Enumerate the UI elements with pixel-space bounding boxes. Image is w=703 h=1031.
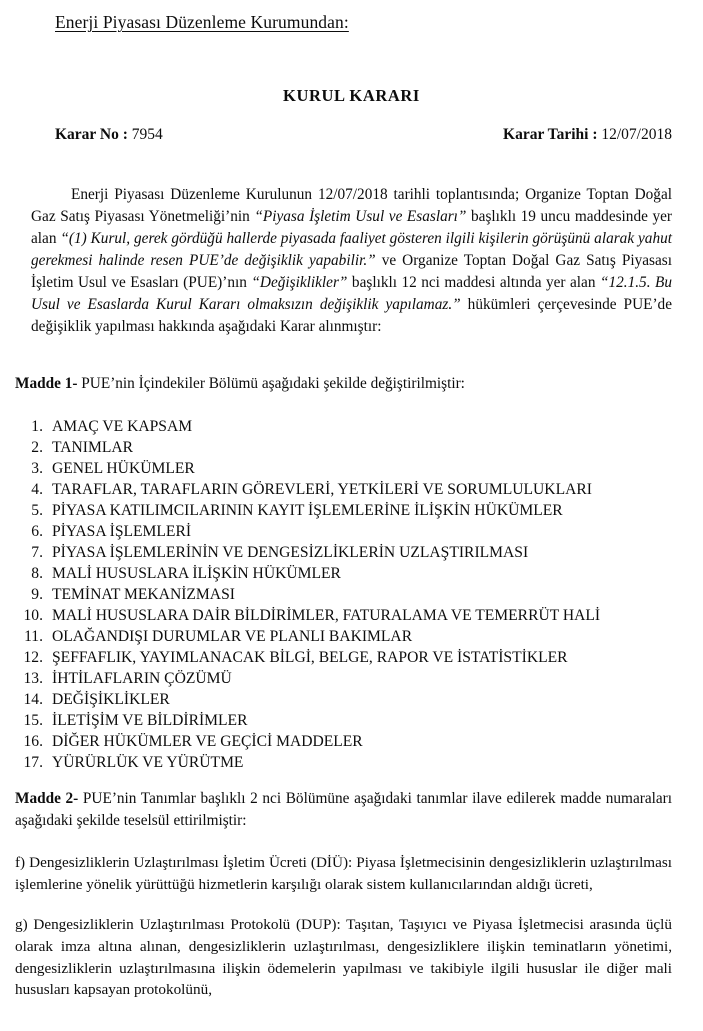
decision-date-label: Karar Tarihi : <box>503 126 598 143</box>
list-item-number: 2. <box>31 439 43 456</box>
definitions-block <box>15 852 672 1001</box>
list-item-label: TANIMLAR <box>52 439 134 456</box>
list-item-label: GENEL HÜKÜMLER <box>52 460 195 477</box>
preamble-quote-3: “Değişiklikler” <box>251 273 348 291</box>
decision-date-value: 12/07/2018 <box>601 126 672 143</box>
list-item <box>15 584 695 605</box>
list-item <box>15 710 695 731</box>
decision-number-label: Karar No : <box>55 126 128 143</box>
preamble-quote-2: “(1) Kurul, gerek gördüğü hallerde piyasada faaliyet gösteren ilgili kişilerin görüşünü alarak yahut gerekmesi halinde resen PUE’de değişiklik yapabilir.” <box>31 229 672 269</box>
list-item-number: 16. <box>23 733 43 750</box>
preamble-segment-1: Enerji Piyasası Düzenleme Kurulunun 12/07/2018 tarihli toplantısında; Organize Toptan Doğal Gaz Satış Piyasası Yönetmeliği’nin <box>31 186 672 225</box>
list-item <box>15 626 695 647</box>
list-item-label: OLAĞANDIŞI DURUMLAR VE PLANLI BAKIMLAR <box>52 628 413 645</box>
decision-number <box>55 126 163 144</box>
article-1-text: PUE’nin İçindekiler Bölümü aşağıdaki şekilde değiştirilmiştir: <box>77 375 465 392</box>
document-title: KURUL KARARI <box>283 86 420 105</box>
list-item-label: PİYASA KATILIMCILARININ KAYIT İŞLEMLERİNE İLİŞKİN HÜKÜMLER <box>52 502 563 519</box>
preamble-segment-2: başlıklı 19 uncu maddesinde yer alan <box>31 207 673 247</box>
list-item <box>15 752 695 773</box>
list-item-label: DİĞER HÜKÜMLER VE GEÇİCİ MADDELER <box>52 733 363 750</box>
article-1-heading <box>15 373 675 395</box>
decision-date <box>503 126 672 144</box>
list-item-label: PİYASA İŞLEMLERİ <box>52 523 192 540</box>
list-item-number: 5. <box>31 502 43 519</box>
list-item-number: 14. <box>23 691 43 708</box>
list-item <box>15 458 695 479</box>
list-item-number: 15. <box>23 712 43 729</box>
list-item <box>15 479 695 500</box>
preamble-quote-4: “12.1.5. Bu Usul ve Esaslarda Kurul Kararı olmaksızın değişiklik yapılamaz.” <box>31 273 673 313</box>
list-item-number: 7. <box>31 544 43 561</box>
list-item-label: İHTİLAFLARIN ÇÖZÜMÜ <box>52 670 232 687</box>
list-item-label: AMAÇ VE KAPSAM <box>52 418 193 435</box>
decision-number-value: 7954 <box>131 126 163 143</box>
list-item-label: TEMİNAT MEKANİZMASI <box>52 586 235 603</box>
list-item <box>15 437 695 458</box>
list-item-label: YÜRÜRLÜK VE YÜRÜTME <box>52 754 244 771</box>
list-item-label: TARAFLAR, TARAFLARIN GÖREVLERİ, YETKİLERİ VE SORUMLULUKLARI <box>52 481 592 498</box>
list-item-number: 8. <box>31 565 43 582</box>
list-item-number: 10. <box>23 607 43 624</box>
preamble-block <box>31 184 672 338</box>
list-item-label: İLETİŞİM VE BİLDİRİMLER <box>52 712 248 729</box>
issuing-authority-heading: Enerji Piyasası Düzenleme Kurumundan: <box>55 12 349 32</box>
decision-meta-row <box>0 126 703 148</box>
definition-paragraph-f: f) Dengesizliklerin Uzlaştırılması İşletim Ücreti (DİÜ): Piyasa İşletmecisinin dengesizliklerin uzlaştırılması işlemlerine yönelik yürüttüğü hizmetlerin karşılığı olarak sistem kullanıcılarından aldığı ücreti, <box>15 854 672 893</box>
list-item-number: 1. <box>31 418 43 435</box>
list-item <box>15 500 695 521</box>
list-item-label: MALİ HUSUSLARA İLİŞKİN HÜKÜMLER <box>52 565 341 582</box>
preamble-paragraph <box>31 184 672 338</box>
list-item-number: 11. <box>24 628 43 645</box>
preamble-segment-4: başlıklı 12 nci maddesi altında yer alan <box>347 273 600 291</box>
definition-paragraph-g: g) Dengesizliklerin Uzlaştırılması Protokolü (DUP): Taşıtan, Taşıyıcı ve Piyasa İşletmecisi arasında üçlü olarak imza altına alınan, dengesizliklerin uzlaştırılması, dengesizliklere ilişkin teminatların yönetimi, dengesizliklerin uzlaştırılmasına ilişkin ödemelerin yapılması ve takibiyle ilgili hususlar ile diğer mali hususları kapsayan protokolünü, <box>15 915 672 999</box>
list-item <box>15 605 695 626</box>
list-item <box>15 731 695 752</box>
list-item <box>15 689 695 710</box>
list-item-label: MALİ HUSUSLARA DAİR BİLDİRİMLER, FATURALAMA VE TEMERRÜT HALİ <box>52 607 601 624</box>
list-item <box>15 416 695 437</box>
list-item-label: ŞEFFAFLIK, YAYIMLANACAK BİLGİ, BELGE, RAPOR VE İSTATİSTİKLER <box>52 649 568 666</box>
list-item <box>15 647 695 668</box>
table-of-contents-list <box>15 416 695 773</box>
preamble-segment-5: hükümleri çerçevesinde PUE’de değişiklik yapılması hakkında aşağıdaki Karar alınmıştır: <box>31 295 672 335</box>
article-2-label: Madde 2- <box>15 790 79 807</box>
preamble-segment-3: ve Organize Toptan Doğal Gaz Satış Piyasası İşletim Usul ve Esasları (PUE)’nın <box>31 251 673 291</box>
list-item <box>15 563 695 584</box>
preamble-quote-1: “Piyasa İşletim Usul ve Esasları” <box>254 207 467 225</box>
list-item-label: DEĞİŞİKLİKLER <box>52 691 170 708</box>
list-item-number: 3. <box>31 460 43 477</box>
list-item-number: 9. <box>31 586 43 603</box>
list-item-number: 13. <box>23 670 43 687</box>
list-item-number: 6. <box>31 523 43 540</box>
list-item <box>15 521 695 542</box>
list-item-number: 12. <box>23 649 43 666</box>
article-2-text: PUE’nin Tanımlar başlıklı 2 nci Bölümüne aşağıdaki tanımlar ilave edilerek madde numaraları aşağıdaki şekilde teselsül ettirilmiştir: <box>15 790 672 829</box>
list-item-label: PİYASA İŞLEMLERİNİN VE DENGESİZLİKLERİN UZLAŞTIRILMASI <box>52 544 529 561</box>
list-item-number: 17. <box>23 754 43 771</box>
list-item-number: 4. <box>31 481 43 498</box>
article-2-heading <box>15 788 672 832</box>
list-item <box>15 668 695 689</box>
list-item <box>15 542 695 563</box>
article-1-label: Madde 1- <box>15 375 78 392</box>
